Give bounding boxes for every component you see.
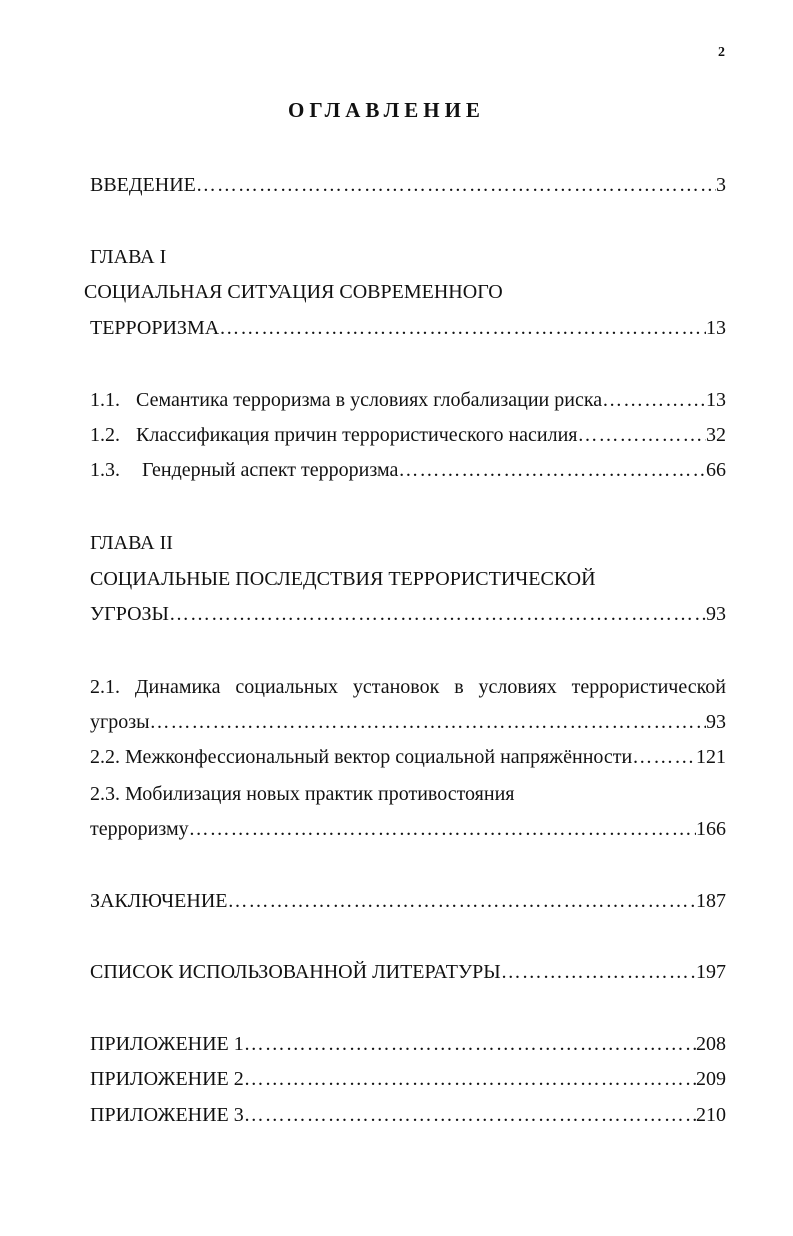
toc-entry-section-2-2[interactable]: [90, 744, 726, 770]
entry-page: 210: [696, 1104, 726, 1126]
dot-leader: [189, 816, 696, 842]
dot-leader: [501, 959, 696, 985]
entry-page: 121: [696, 746, 726, 768]
entry-label: ПРИЛОЖЕНИЕ 1: [90, 1033, 244, 1055]
entry-label: ЗАКЛЮЧЕНИЕ: [90, 890, 228, 912]
entry-page: 13: [706, 317, 726, 339]
entry-label: УГРОЗЫ: [90, 603, 169, 625]
dot-leader: [244, 1102, 696, 1128]
toc-entry-appendix-3[interactable]: [90, 1102, 726, 1128]
dot-leader: [150, 709, 706, 735]
toc-title: ОГЛАВЛЕНИЕ: [288, 98, 485, 122]
toc-entry-section-2-1[interactable]: [90, 709, 726, 735]
entry-label: ПРИЛОЖЕНИЕ 3: [90, 1104, 244, 1126]
entry-page: 166: [696, 818, 726, 840]
page-number: 2: [718, 45, 725, 60]
entry-page: 66: [706, 459, 726, 481]
entry-page: 13: [706, 389, 726, 411]
dot-leader: [398, 457, 706, 483]
entry-label: ТЕРРОРИЗМА: [90, 317, 220, 339]
entry-label: СПИСОК ИСПОЛЬЗОВАННОЙ ЛИТЕРАТУРЫ: [90, 961, 501, 983]
dot-leader: [227, 888, 696, 914]
toc-entry-bibliography[interactable]: [90, 959, 726, 985]
toc-entry-section-1-3[interactable]: [90, 457, 726, 483]
toc-entry-chapter1[interactable]: [90, 315, 726, 341]
toc-entry-conclusion[interactable]: [90, 888, 726, 914]
toc-entry-intro[interactable]: [90, 172, 726, 198]
dot-leader: [244, 1031, 696, 1057]
dot-leader: [577, 422, 706, 448]
entry-page: 187: [696, 890, 726, 912]
dot-leader: [632, 744, 696, 770]
toc-entry-appendix-2[interactable]: [90, 1066, 726, 1092]
entry-page: 3: [716, 174, 726, 196]
entry-page: 197: [696, 961, 726, 983]
entry-page: 208: [696, 1033, 726, 1055]
toc-entry-chapter2[interactable]: [90, 601, 726, 627]
entry-page: 93: [706, 603, 726, 625]
entry-page: 93: [706, 711, 726, 733]
dot-leader: [602, 387, 706, 413]
toc-entry-section-1-2[interactable]: [90, 422, 726, 448]
chapter1-title: СОЦИАЛЬНАЯ СИТУАЦИЯ СОВРЕМЕННОГО: [84, 281, 503, 303]
dot-leader: [244, 1066, 696, 1092]
entry-label: Семантика терроризма в условиях глобализации риска: [136, 389, 603, 411]
dot-leader: [169, 601, 706, 627]
entry-label: угрозы: [90, 711, 150, 733]
toc-entry-section-2-3[interactable]: [90, 816, 726, 842]
chapter2-title: СОЦИАЛЬНЫЕ ПОСЛЕДСТВИЯ ТЕРРОРИСТИЧЕСКОЙ: [90, 568, 596, 590]
entry-label: ПРИЛОЖЕНИЕ 2: [90, 1068, 244, 1090]
chapter1-heading: ГЛАВА I: [90, 246, 167, 268]
entry-page: 32: [706, 424, 726, 446]
section-number: 1.3.: [90, 459, 120, 481]
entry-label: Гендерный аспект терроризма: [142, 459, 399, 481]
section-2-1-line1: 2.1. Динамика социальных установок в условиях террористической: [90, 676, 726, 698]
chapter2-heading: ГЛАВА II: [90, 532, 173, 554]
entry-page: 209: [696, 1068, 726, 1090]
entry-label: Классификация причин террористического насилия: [136, 424, 578, 446]
toc-entry-appendix-1[interactable]: [90, 1031, 726, 1057]
entry-label: ВВЕДЕНИЕ: [90, 174, 196, 196]
dot-leader: [196, 172, 716, 198]
section-2-3-line1: 2.3. Мобилизация новых практик противостояния: [90, 783, 515, 805]
section-number: 1.1.: [90, 389, 120, 411]
dot-leader: [219, 315, 706, 341]
toc-entry-section-1-1[interactable]: [90, 387, 726, 413]
section-number: 1.2.: [90, 424, 120, 446]
entry-label: 2.2. Межконфессиональный вектор социальной напряжённости: [90, 746, 633, 768]
entry-label: терроризму: [90, 818, 189, 840]
